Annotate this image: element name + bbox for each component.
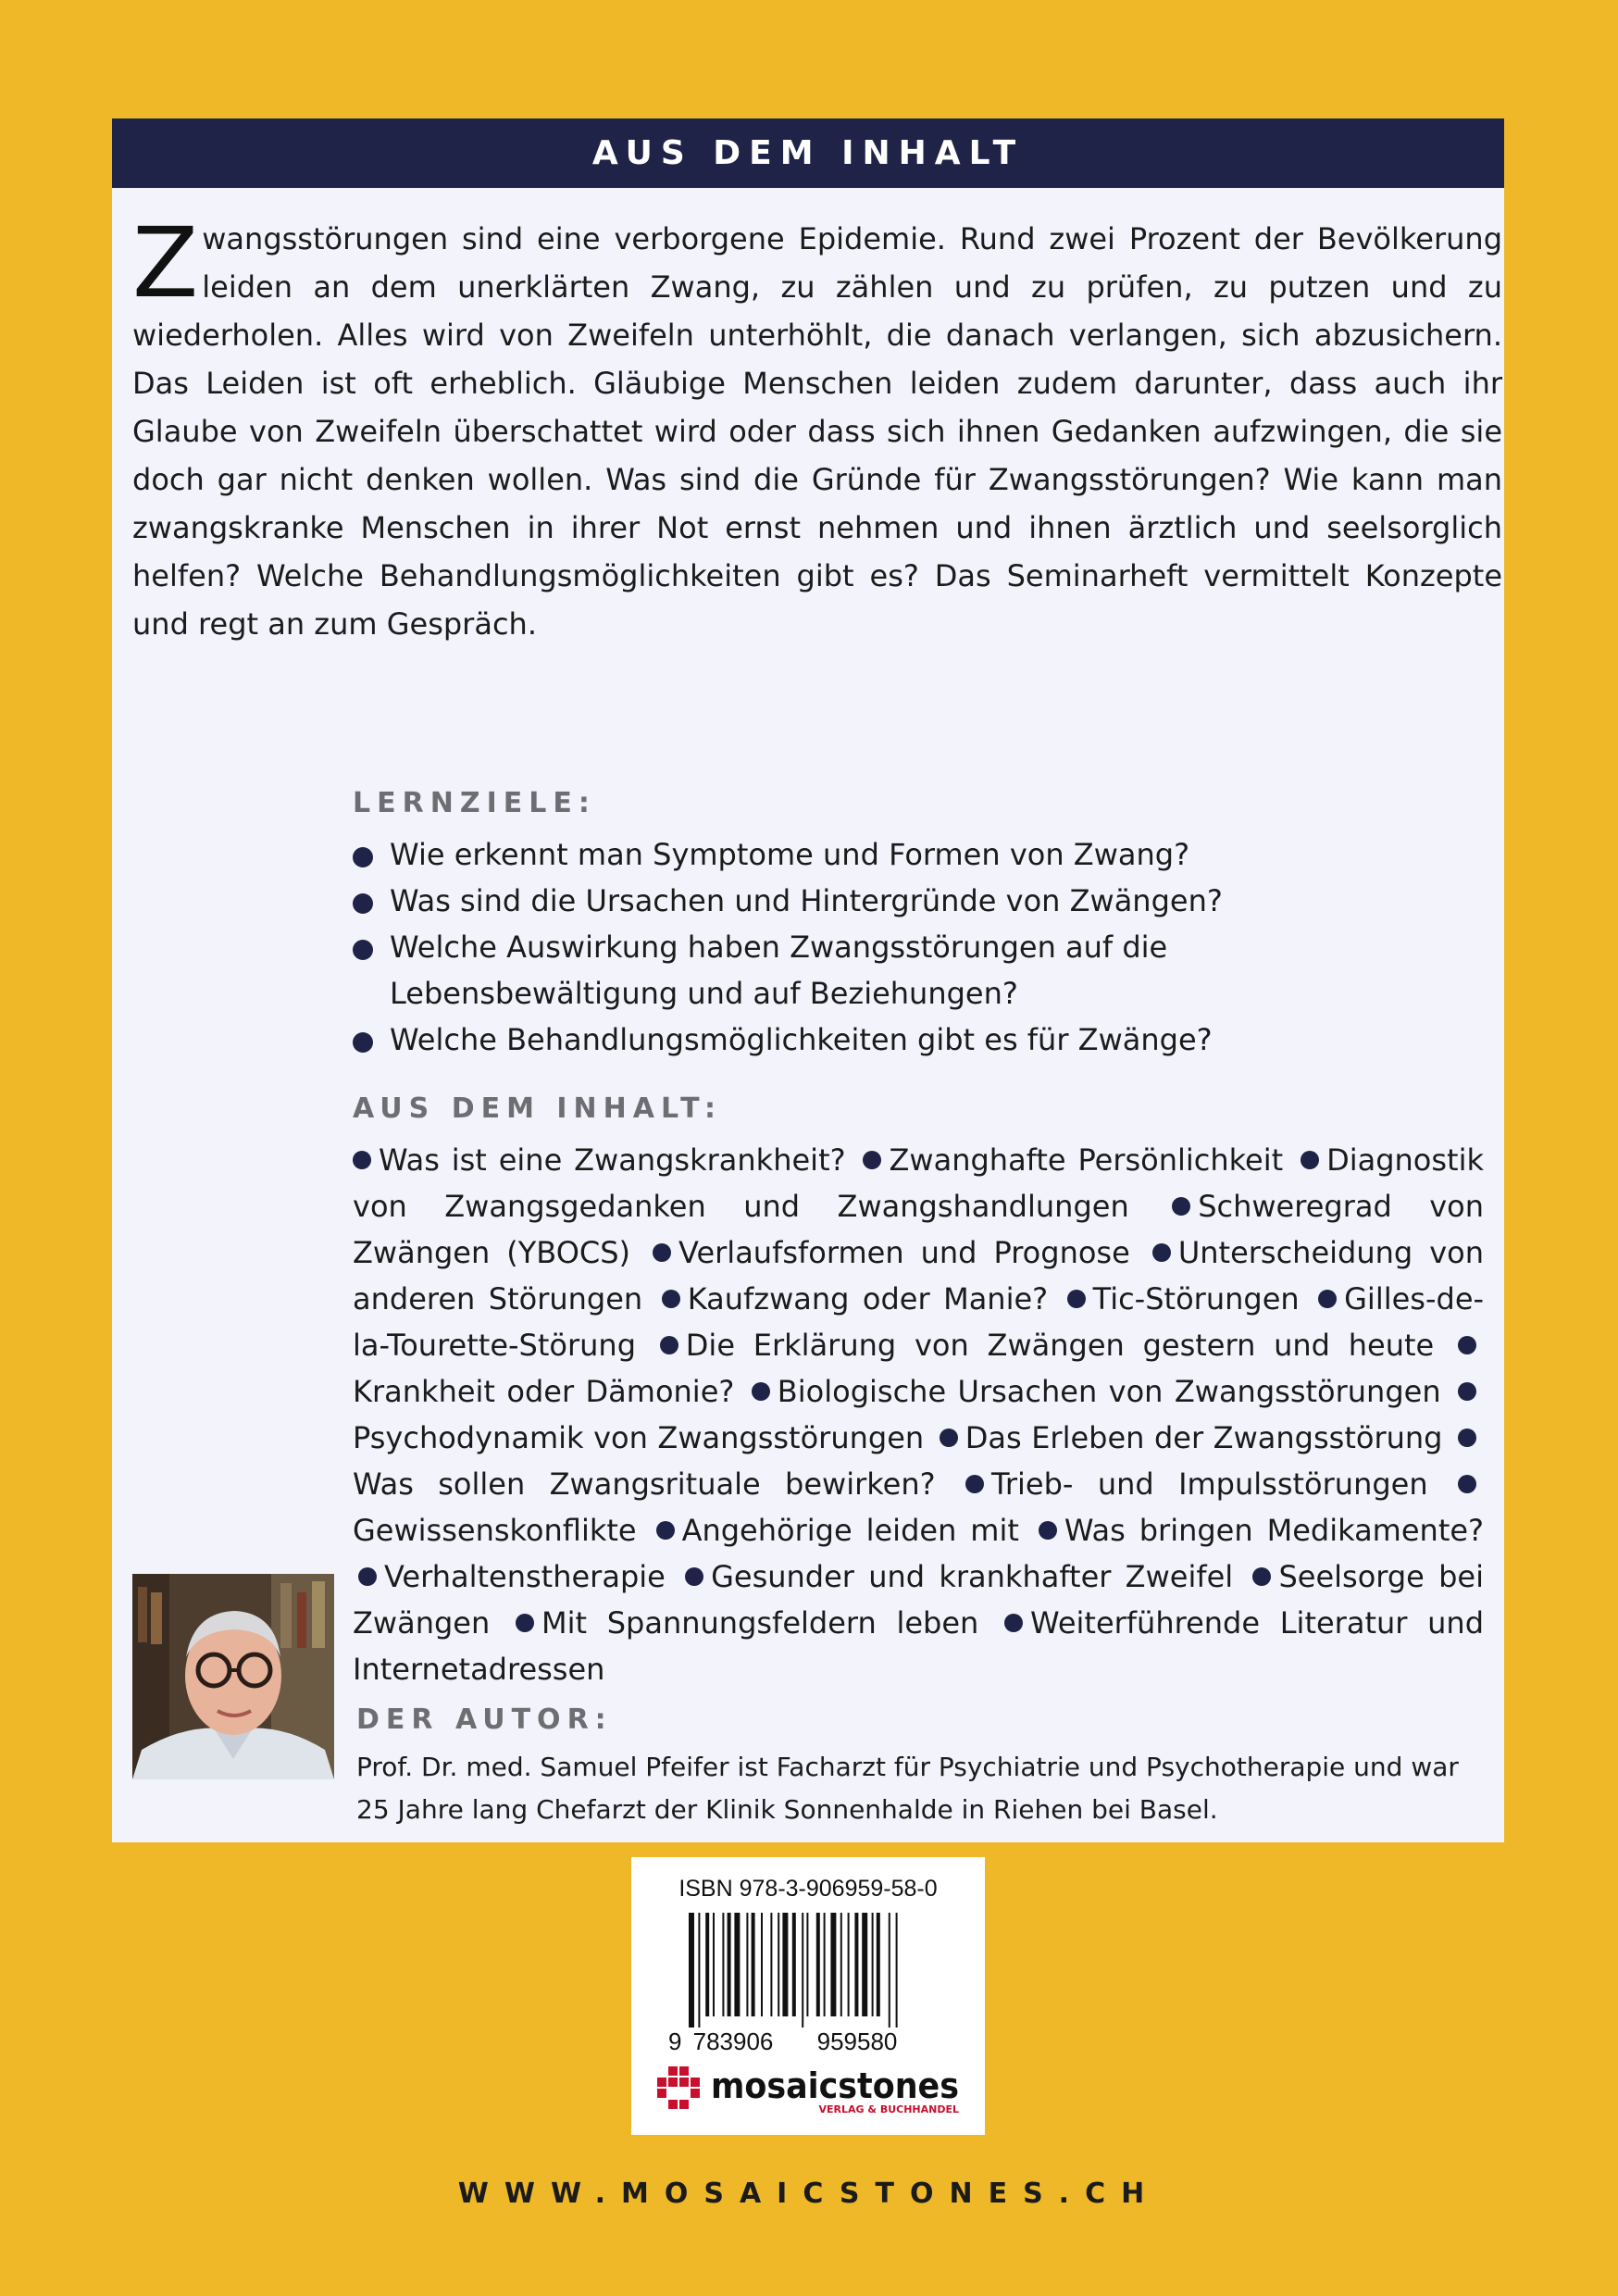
bullet-icon (1152, 1243, 1171, 1262)
bullet-icon (1458, 1336, 1476, 1354)
list-item: Die Erklärung von Zwängen gestern und heute (685, 1328, 1435, 1363)
mosaic-icon (657, 2066, 700, 2109)
list-item: Was ist eine Zwangskrankheit? (379, 1142, 846, 1178)
list-item: Krankheit oder Dämonie? (353, 1374, 735, 1409)
list-item: Was sind die Ursachen und Hintergründe von Zwängen? (351, 878, 1425, 924)
list-item: Verlaufsformen und Prognose (678, 1235, 1130, 1270)
isbn-label: ISBN 978-3-906959-58-0 (678, 1876, 938, 1902)
bullet-icon (1318, 1290, 1337, 1308)
bullet-icon (358, 1567, 377, 1586)
barcode-digit-first: 9 (668, 2028, 682, 2055)
bullet-icon (940, 1429, 958, 1447)
barcode (668, 1913, 948, 2055)
author-bio: Prof. Dr. med. Samuel Pfeifer ist Facharzt für Psychiatrie und Psychotherapie und war 25 Jahre lang Chefarzt der Klinik Sonnenhalde in Riehen bei Basel. (356, 1752, 1459, 1825)
bullet-icon (353, 1151, 371, 1169)
list-item: Gilles-de-la-Tourette-Störung (353, 1281, 1485, 1363)
bullet-icon (656, 1521, 675, 1540)
list-item: Psychodynamik von Zwangsstörungen (353, 1420, 925, 1455)
list-item: Was bringen Medikamente? (1064, 1513, 1485, 1548)
content-panel (112, 119, 1504, 1842)
list-item: Tic-Störungen (1092, 1281, 1300, 1316)
inhalt-heading: AUS DEM INHALT: (353, 1092, 722, 1125)
list-item: Gesunder und krankhafter Zweifel (711, 1559, 1234, 1594)
list-item: Was sollen Zwangsrituale bewirken? (353, 1466, 936, 1502)
bullet-icon (1252, 1567, 1271, 1586)
list-item: Seelsorge bei Zwängen (353, 1559, 1484, 1641)
bullet-icon (1458, 1382, 1476, 1401)
list-item: Verhaltenstherapie (384, 1559, 666, 1594)
publisher-name: mosaicstones (711, 2065, 959, 2106)
website-url: WWW.MOSAICSTONES.CH (457, 2177, 1161, 2210)
list-item: Welche Auswirkung haben Zwangsstörungen auf die Lebensbewältigung und auf Beziehungen? (351, 924, 1425, 1017)
bullet-icon (516, 1614, 534, 1632)
lernziele-heading: LERNZIELE: (353, 787, 596, 819)
isbn-box (631, 1857, 985, 2135)
bullet-icon (1301, 1151, 1319, 1169)
list-item: Mit Spannungsfeldern leben (541, 1605, 979, 1641)
bullet-icon (662, 1290, 680, 1308)
drop-cap: Z (132, 206, 199, 319)
list-item: Trieb- und Impulsstörungen (991, 1466, 1428, 1502)
publisher-logo (652, 2063, 966, 2123)
author-photo (132, 1574, 334, 1779)
list-item: Zwanghafte Persönlichkeit (889, 1142, 1284, 1178)
intro-paragraph (132, 206, 1502, 648)
list-item: Weiterführende Literatur und Internetadressen (353, 1605, 1485, 1687)
lernziele-list (351, 831, 1425, 1063)
barcode-digits-left: 783906 (692, 2028, 774, 2055)
bullet-icon (1004, 1614, 1023, 1632)
list-item: Angehörige leiden mit (681, 1513, 1019, 1548)
bullet-icon (863, 1151, 881, 1169)
list-item: Schweregrad von Zwängen (YBOCS) (353, 1189, 1485, 1270)
bullet-icon (660, 1336, 678, 1354)
list-item: Diagnostik von Zwangsgedanken und Zwangshandlungen (353, 1142, 1485, 1224)
bullet-icon (1458, 1475, 1476, 1493)
bullet-icon (1172, 1197, 1190, 1216)
list-item: Welche Behandlungsmöglichkeiten gibt es für Zwänge? (351, 1017, 1425, 1063)
bullet-icon (1039, 1521, 1057, 1540)
list-item: Unterscheidung von anderen Störungen (353, 1235, 1485, 1316)
list-item: Das Erleben der Zwangsstörung (965, 1420, 1443, 1455)
bullet-icon (653, 1243, 671, 1262)
autor-heading: DER AUTOR: (356, 1703, 613, 1736)
bullet-icon (1067, 1290, 1086, 1308)
list-item: Biologische Ursachen von Zwangsstörungen (777, 1374, 1441, 1409)
bullet-icon (685, 1567, 703, 1586)
intro-text: wangsstörungen sind eine verborgene Epidemie. Rund zwei Prozent der Bevölkerung leiden an dem unerklärten Zwang, zu zählen und zu prüfen, zu putzen und zu wiederholen. Alles wird von Zweifeln unterhöhlt, die danach verlangen, sich abzusichern. Das Leiden ist oft erheblich. Gläubige Menschen leiden zudem darunter, dass auch ihr Glaube von Zweifeln überschattet wird oder dass sich ihnen Gedanken aufzwingen, die sie doch gar nicht denken wollen. Was sind die Gründe für Zwangsstörungen? Wie kann man zwangskranke Menschen in ihrer Not ernst nehmen und ihnen ärztlich und seelsorglich helfen? Welche Behandlungsmöglichkeiten gibt es? Das Seminarheft vermittelt Konzepte und regt an zum Gespräch. (132, 221, 1502, 642)
bullet-icon (752, 1382, 770, 1401)
bullet-icon (965, 1475, 984, 1493)
section-header: AUS DEM INHALT (112, 119, 1504, 188)
list-item: Gewissenskonflikte (353, 1513, 637, 1548)
bullet-icon (1458, 1429, 1476, 1447)
list-item: Kaufzwang oder Manie? (687, 1281, 1049, 1316)
publisher-tagline: VERLAG & BUCHHANDEL (818, 2103, 959, 2115)
list-item: Wie erkennt man Symptome und Formen von Zwang? (351, 831, 1425, 878)
inhalt-list (353, 1137, 1484, 1692)
barcode-digits-right: 959580 (816, 2028, 898, 2055)
